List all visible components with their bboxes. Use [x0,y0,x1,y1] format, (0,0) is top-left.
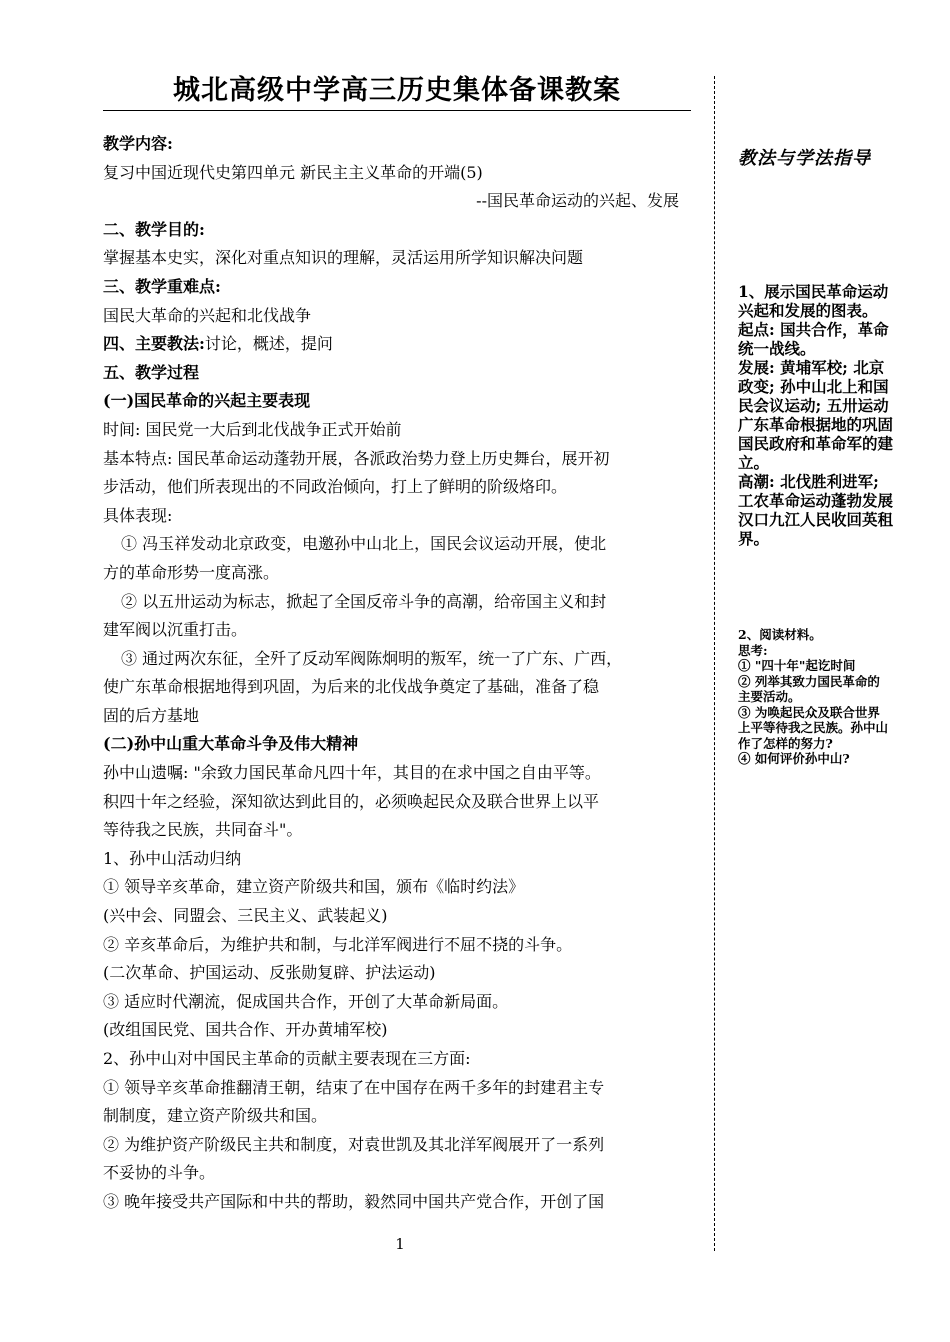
heading-objective: 二、教学目的: [103,219,205,239]
sidebar-line: 思考: [738,642,768,658]
text-line: 建军阀以沉重打击。 [103,620,248,640]
sidebar-line: 高潮: 北伐胜利进军; [738,472,879,491]
page-number: 1 [395,1235,405,1253]
sidebar-line: 界。 [738,529,770,548]
sidebar-line: ① "四十年"起讫时间 [738,658,856,673]
text-line: 制制度，建立资产阶级共和国。 [103,1106,328,1126]
text-line: ① 领导辛亥革命推翻清王朝，结束了在中国存在两千多年的封建君主专 [103,1077,605,1097]
text-line: 等待我之民族，共同奋斗"。 [103,820,303,840]
text-line: (二次革命、护国运动、反张勋复辟、护法运动) [103,963,436,983]
sidebar-line: 工农革命运动蓬勃发展 [738,491,894,510]
text-line: (兴中会、同盟会、三民主义、武装起义) [103,906,388,926]
sidebar-line: ④ 如何评价孙中山? [738,751,850,766]
sidebar-line: 作了怎样的努力? [738,735,833,751]
heading-methods: 四、主要教法: [103,334,205,354]
text-line: 不妥协的斗争。 [103,1163,216,1183]
text-line: ③ 晚年接受共产国际和中共的帮助，毅然同中国共产党合作，开创了国 [103,1191,605,1211]
sidebar-line: 起点: 国共合作，革命 [738,320,889,339]
text-line: 国民大革命的兴起和北伐战争 [103,305,312,325]
text-line: 时间: 国民党一大后到北伐战争正式开始前 [103,419,402,439]
sidebar-line: 2、阅读材料。 [738,627,822,642]
text-line: 2、孙中山对中国民主革命的贡献主要表现在三方面: [103,1049,471,1068]
text-line: 基本特点: 国民革命运动蓬勃开展，各派政治势力登上历史舞台，展开初 [103,448,610,468]
sidebar-line: 统一战线。 [738,339,816,358]
text-line: 1、孙中山活动归纳 [103,848,242,868]
main-content [103,130,693,1217]
sidebar-line: ② 列举其致力国民革命的 [738,673,880,689]
text-line: ① 领导辛亥革命，建立资产阶级共和国，颁布《临时约法》 [103,877,525,897]
text-line: 孙中山遗嘱: "余致力国民革命凡四十年，其目的在求中国之自由平等。 [103,763,601,783]
text-line: (改组国民党、国共合作、开办黄埔军校) [103,1020,388,1040]
sidebar-line: 广东革命根据地的巩固 [738,415,894,434]
text-line: 步活动，他们所表现出的不同政治倾向，打上了鲜明的阶级烙印。 [103,477,568,497]
heading-key-points: 三、教学重难点: [103,276,221,296]
methods-text: 讨论，概述，提问 [204,334,333,354]
sidebar-line: 政变; 孙中山北上和国 [738,377,889,396]
text-line: 方的革命形势一度高涨。 [103,562,280,582]
sidebar-line: 上平等待我之民族。孙中山 [738,720,889,735]
sidebar-line: 国民政府和革命军的建 [738,434,894,453]
methods-line [103,330,693,359]
text-line: 复习中国近现代史第四单元 新民主主义革命的开端(5) [103,162,483,182]
text-line: 使广东革命根据地得到巩固，为后来的北伐战争奠定了基础，准备了稳 [103,677,600,697]
page-title: 城北高级中学高三历史集体备课教案 [103,76,691,111]
text-line: ② 以五卅运动为标志，掀起了全国反帝斗争的高潮，给帝国主义和封 [121,591,607,611]
subheading-rise: (一)国民革命的兴起主要表现 [103,391,311,411]
sidebar-line: 1、展示国民革命运动 [738,282,889,301]
text-line: ② 辛亥革命后，为维护共和制，与北洋军阀进行不屈不挠的斗争。 [103,934,573,954]
sidebar-line: ③ 为唤起民众及联合世界 [738,704,880,720]
text-line: 具体表现: [103,505,173,525]
text-line: ③ 适应时代潮流，促成国共合作，开创了大革命新局面。 [103,991,509,1011]
sidebar-line: 主要活动。 [738,689,801,704]
text-line: ③ 通过两次东征，全歼了反动军阀陈炯明的叛军，统一了广东、广西， [121,648,623,668]
sidebar-line: 民会议运动; 五卅运动 [738,396,889,415]
text-line: 掌握基本史实，深化对重点知识的理解，灵活运用所学知识解决问题 [103,248,584,268]
sidebar-line: 汉口九江人民收回英租 [738,510,894,529]
sidebar-line: 兴起和发展的图表。 [738,301,878,320]
text-line: 积四十年之经验，深知欲达到此目的，必须唤起民众及联合世界上以平 [103,791,600,811]
text-line: ② 为维护资产阶级民主共和制度，对袁世凯及其北洋军阀展开了一系列 [103,1134,605,1154]
subheading-sun-yatsen: (二)孙中山重大革命斗争及伟大精神 [103,734,359,754]
text-line: 固的后方基地 [103,705,200,725]
heading-content: 教学内容: [103,134,173,153]
sidebar-guide-block-2 [738,627,933,767]
sidebar-line: 发展: 黄埔军校; 北京 [738,358,885,377]
text-line: --国民革命运动的兴起、发展 [476,191,679,211]
sidebar-line: 立。 [738,453,770,472]
column-divider [714,76,715,1251]
sidebar-title: 教法与学法指导 [738,148,871,169]
sidebar-guide-block-1 [738,282,933,548]
text-line: ① 冯玉祥发动北京政变，电邀孙中山北上，国民会议运动开展，使北 [121,534,607,554]
heading-process: 五、教学过程 [103,362,200,382]
